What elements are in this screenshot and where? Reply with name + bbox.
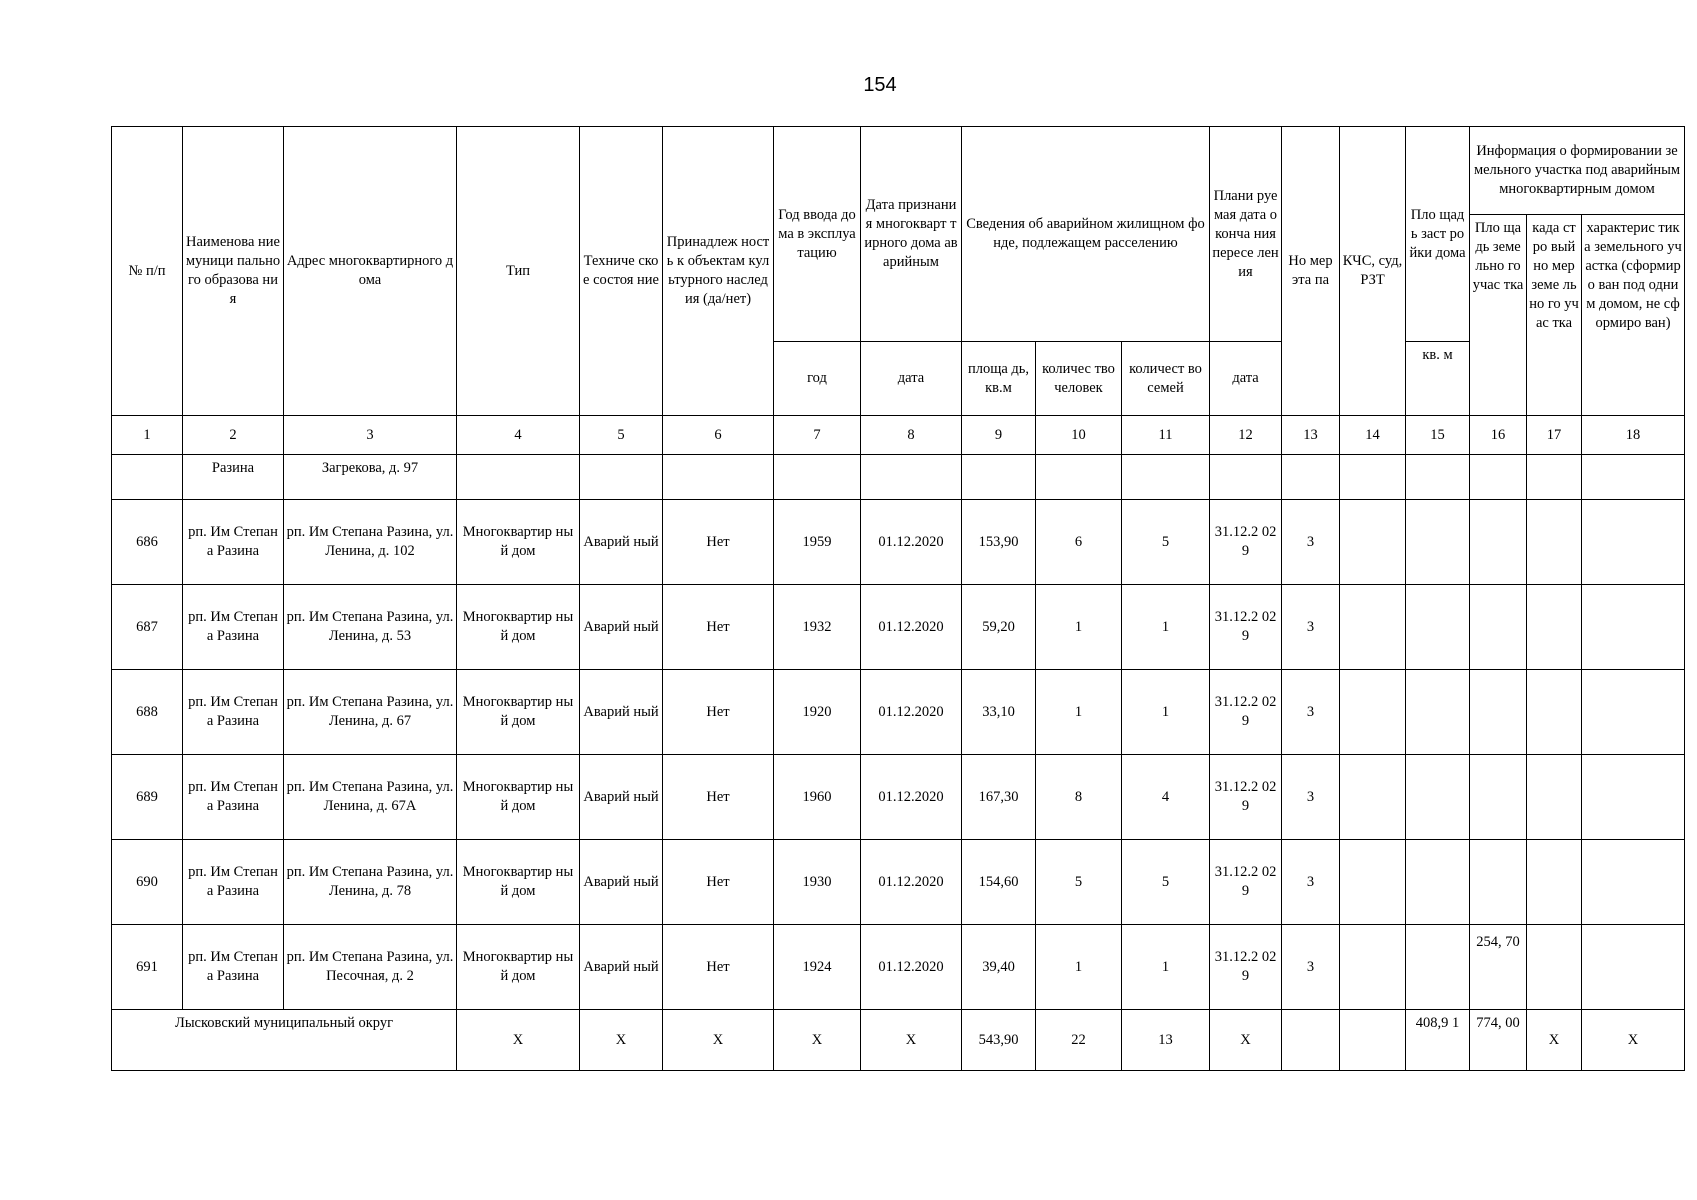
cell-num [112, 455, 183, 500]
cell-kchs [1340, 755, 1406, 840]
cell-land-area: 254, 70 [1470, 925, 1527, 1010]
cell-address: рп. Им Степана Разина, ул. Ленина, д. 102 [284, 500, 457, 585]
header-planned-date: Плани руемая дата оконча ния пересе ления [1210, 127, 1282, 342]
cell-year: 1960 [774, 755, 861, 840]
column-number: 13 [1282, 416, 1340, 455]
cell-area: 153,90 [962, 500, 1036, 585]
table-row [112, 585, 1685, 670]
cell-area: 154,60 [962, 840, 1036, 925]
cell-empty [774, 455, 861, 500]
column-number: 10 [1036, 416, 1122, 455]
cell-empty [457, 455, 580, 500]
cell-year: 1930 [774, 840, 861, 925]
cell-type: Многоквартир ный дом [457, 925, 580, 1010]
cell-stage: 3 [1282, 755, 1340, 840]
header-cadastral: када стро вый но мер земе льно го учас тка [1527, 215, 1582, 416]
total-stage [1282, 1010, 1340, 1071]
header-land-char: характерис тика земельного участка (сформиро ван под одним домом, не сформиро ван) [1582, 215, 1685, 416]
table-row [112, 500, 1685, 585]
cell-empty [962, 455, 1036, 500]
cell-address: рп. Им Степана Разина, ул. Ленина, д. 78 [284, 840, 457, 925]
total-families: 13 [1122, 1010, 1210, 1071]
cell-people: 1 [1036, 670, 1122, 755]
cell-planned-date: 31.12.2 029 [1210, 500, 1282, 585]
data-rows [112, 500, 1685, 1010]
cell-heritage: Нет [663, 670, 774, 755]
cell-land-char [1582, 840, 1685, 925]
cell-planned-date: 31.12.2 029 [1210, 670, 1282, 755]
cell-planned-date: 31.12.2 029 [1210, 755, 1282, 840]
cell-tech-state: Аварий ный [580, 755, 663, 840]
table-row [112, 670, 1685, 755]
total-label: Лысковский муниципальный округ [112, 1010, 457, 1071]
cell-address: рп. Им Степана Разина, ул. Песочная, д. 2 [284, 925, 457, 1010]
cell-built-area [1406, 755, 1470, 840]
column-number: 7 [774, 416, 861, 455]
total-planned: X [1210, 1010, 1282, 1071]
cell-stage: 3 [1282, 585, 1340, 670]
cell-stage: 3 [1282, 500, 1340, 585]
cell-land-area [1470, 755, 1527, 840]
total-land-area: 774, 00 [1470, 1010, 1527, 1071]
cell-type: Многоквартир ный дом [457, 585, 580, 670]
cell-empty [1582, 455, 1685, 500]
cell-families: 5 [1122, 500, 1210, 585]
subheader-people: количес тво человек [1036, 342, 1122, 416]
total-cadastral: X [1527, 1010, 1582, 1071]
total-area: 543,90 [962, 1010, 1036, 1071]
column-number: 8 [861, 416, 962, 455]
cell-municipality: рп. Им Степана Разина [183, 925, 284, 1010]
cell-people: 1 [1036, 585, 1122, 670]
cell-land-area [1470, 500, 1527, 585]
column-number: 17 [1527, 416, 1582, 455]
cell-empty [1036, 455, 1122, 500]
cell-date: 01.12.2020 [861, 500, 962, 585]
column-number: 11 [1122, 416, 1210, 455]
cell-kchs [1340, 925, 1406, 1010]
header-type: Тип [457, 127, 580, 416]
cell-cadastral [1527, 670, 1582, 755]
table-row [112, 755, 1685, 840]
cell-people: 6 [1036, 500, 1122, 585]
cell-kchs [1340, 585, 1406, 670]
continuation-row [112, 455, 1685, 500]
cell-municipality: рп. Им Степана Разина [183, 670, 284, 755]
subheader-year: год [774, 342, 861, 416]
cell-planned-date: 31.12.2 029 [1210, 585, 1282, 670]
total-date: X [861, 1010, 962, 1071]
cell-land-area [1470, 585, 1527, 670]
cell-area: 33,10 [962, 670, 1036, 755]
cell-stage: 3 [1282, 670, 1340, 755]
cell-land-area [1470, 840, 1527, 925]
cell-address: Загрекова, д. 97 [284, 455, 457, 500]
header-fund-info: Сведения об аварийном жилищном фонде, подлежащем расселению [962, 127, 1210, 342]
subheader-families: количест во семей [1122, 342, 1210, 416]
cell-cadastral [1527, 500, 1582, 585]
cell-empty [1470, 455, 1527, 500]
cell-tech-state: Аварий ный [580, 585, 663, 670]
cell-type: Многоквартир ный дом [457, 755, 580, 840]
cell-year: 1924 [774, 925, 861, 1010]
cell-num: 690 [112, 840, 183, 925]
table-row [112, 840, 1685, 925]
cell-tech-state: Аварий ный [580, 840, 663, 925]
cell-stage: 3 [1282, 925, 1340, 1010]
cell-date: 01.12.2020 [861, 755, 962, 840]
cell-planned-date: 31.12.2 029 [1210, 840, 1282, 925]
cell-empty [1122, 455, 1210, 500]
header-address: Адрес многоквартирного дома [284, 127, 457, 416]
column-number-row [112, 416, 1685, 455]
cell-year: 1959 [774, 500, 861, 585]
cell-area: 167,30 [962, 755, 1036, 840]
cell-people: 1 [1036, 925, 1122, 1010]
total-row [112, 1010, 1685, 1071]
cell-kchs [1340, 500, 1406, 585]
column-number: 2 [183, 416, 284, 455]
total-type: X [457, 1010, 580, 1071]
total-kchs [1340, 1010, 1406, 1071]
cell-date: 01.12.2020 [861, 585, 962, 670]
cell-kchs [1340, 670, 1406, 755]
cell-built-area [1406, 925, 1470, 1010]
cell-empty [1527, 455, 1582, 500]
header-built-area: Пло щадь заст ройки дома [1406, 127, 1470, 342]
cell-num: 686 [112, 500, 183, 585]
cell-heritage: Нет [663, 585, 774, 670]
cell-num: 691 [112, 925, 183, 1010]
cell-empty [861, 455, 962, 500]
cell-address: рп. Им Степана Разина, ул. Ленина, д. 67 [284, 670, 457, 755]
column-number: 5 [580, 416, 663, 455]
cell-stage: 3 [1282, 840, 1340, 925]
subheader-planned: дата [1210, 342, 1282, 416]
column-number: 12 [1210, 416, 1282, 455]
cell-heritage: Нет [663, 840, 774, 925]
cell-empty [663, 455, 774, 500]
header-recognition-date: Дата признания многокварт тирного дома аварийным [861, 127, 962, 342]
header-tech-state: Техниче ское состоя ние [580, 127, 663, 416]
cell-municipality: Разина [183, 455, 284, 500]
header-kchs: КЧС, суд, РЗТ [1340, 127, 1406, 416]
cell-empty [1210, 455, 1282, 500]
column-number: 1 [112, 416, 183, 455]
cell-land-char [1582, 925, 1685, 1010]
cell-tech-state: Аварий ный [580, 500, 663, 585]
column-number: 15 [1406, 416, 1470, 455]
cell-num: 688 [112, 670, 183, 755]
header-stage: Но мер эта па [1282, 127, 1340, 416]
cell-people: 8 [1036, 755, 1122, 840]
cell-land-char [1582, 585, 1685, 670]
header-heritage: Принадлеж ность к объектам культурного наследия (да/нет) [663, 127, 774, 416]
cell-families: 5 [1122, 840, 1210, 925]
header-year: Год ввода дома в эксплуа тацию [774, 127, 861, 342]
cell-empty [1406, 455, 1470, 500]
cell-empty [1340, 455, 1406, 500]
cell-kchs [1340, 840, 1406, 925]
cell-land-area [1470, 670, 1527, 755]
header-municipality: Наименова ние муници пального образова ния [183, 127, 284, 416]
cell-cadastral [1527, 840, 1582, 925]
cell-area: 59,20 [962, 585, 1036, 670]
cell-heritage: Нет [663, 500, 774, 585]
total-state: X [580, 1010, 663, 1071]
cell-area: 39,40 [962, 925, 1036, 1010]
cell-land-char [1582, 500, 1685, 585]
cell-land-char [1582, 670, 1685, 755]
total-people: 22 [1036, 1010, 1122, 1071]
cell-municipality: рп. Им Степана Разина [183, 500, 284, 585]
cell-families: 1 [1122, 925, 1210, 1010]
cell-land-char [1582, 755, 1685, 840]
subheader-built-unit: кв. м [1406, 342, 1470, 416]
cell-cadastral [1527, 755, 1582, 840]
cell-families: 1 [1122, 585, 1210, 670]
column-number: 14 [1340, 416, 1406, 455]
cell-built-area [1406, 500, 1470, 585]
cell-year: 1932 [774, 585, 861, 670]
cell-tech-state: Аварий ный [580, 925, 663, 1010]
cell-cadastral [1527, 925, 1582, 1010]
cell-people: 5 [1036, 840, 1122, 925]
cell-date: 01.12.2020 [861, 925, 962, 1010]
column-number: 16 [1470, 416, 1527, 455]
total-built-area: 408,9 1 [1406, 1010, 1470, 1071]
cell-built-area [1406, 840, 1470, 925]
cell-tech-state: Аварий ный [580, 670, 663, 755]
cell-type: Многоквартир ный дом [457, 670, 580, 755]
cell-families: 1 [1122, 670, 1210, 755]
cell-type: Многоквартир ный дом [457, 840, 580, 925]
cell-municipality: рп. Им Степана Разина [183, 840, 284, 925]
cell-address: рп. Им Степана Разина, ул. Ленина, д. 53 [284, 585, 457, 670]
cell-date: 01.12.2020 [861, 670, 962, 755]
cell-date: 01.12.2020 [861, 840, 962, 925]
cell-empty [1282, 455, 1340, 500]
cell-cadastral [1527, 585, 1582, 670]
cell-built-area [1406, 585, 1470, 670]
subheader-date: дата [861, 342, 962, 416]
page-number: 154 [863, 74, 897, 96]
header-land-info: Информация о формировании земельного участка под аварийным многоквартирным домом [1470, 127, 1685, 215]
cell-num: 687 [112, 585, 183, 670]
total-heritage: X [663, 1010, 774, 1071]
column-number: 3 [284, 416, 457, 455]
table-row [112, 925, 1685, 1010]
cell-address: рп. Им Степана Разина, ул. Ленина, д. 67А [284, 755, 457, 840]
emergency-housing-table [111, 126, 1685, 1071]
column-number: 9 [962, 416, 1036, 455]
cell-num: 689 [112, 755, 183, 840]
cell-municipality: рп. Им Степана Разина [183, 755, 284, 840]
total-land-char: X [1582, 1010, 1685, 1071]
cell-municipality: рп. Им Степана Разина [183, 585, 284, 670]
cell-type: Многоквартир ный дом [457, 500, 580, 585]
cell-planned-date: 31.12.2 029 [1210, 925, 1282, 1010]
cell-built-area [1406, 670, 1470, 755]
subheader-area: площа дь, кв.м [962, 342, 1036, 416]
header-land-area: Пло щадь земе льно го учас тка [1470, 215, 1527, 416]
cell-empty [580, 455, 663, 500]
column-number: 6 [663, 416, 774, 455]
cell-year: 1920 [774, 670, 861, 755]
total-year: X [774, 1010, 861, 1071]
cell-heritage: Нет [663, 755, 774, 840]
header-num: № п/п [112, 127, 183, 416]
column-number: 4 [457, 416, 580, 455]
cell-heritage: Нет [663, 925, 774, 1010]
column-number: 18 [1582, 416, 1685, 455]
cell-families: 4 [1122, 755, 1210, 840]
